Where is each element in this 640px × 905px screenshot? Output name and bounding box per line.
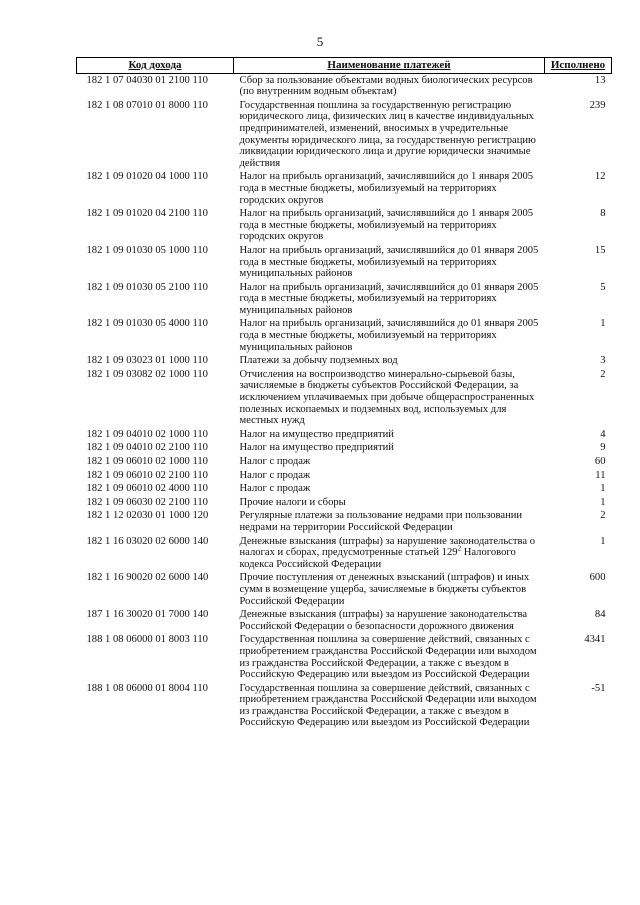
payment-name: Налог на прибыль организаций, зачислявшийся до 1 января 2005 года в местные бюджеты, мобилизуемый на территориях городских округов bbox=[239, 208, 534, 243]
revenue-code: 182 1 16 03020 02 6000 140 bbox=[86, 535, 209, 547]
revenue-code: 182 1 09 01030 05 2100 110 bbox=[86, 281, 208, 293]
header-name: Наименование платежей bbox=[234, 58, 545, 74]
table-row bbox=[77, 354, 612, 368]
article-superscript: 2 bbox=[457, 544, 462, 553]
table-row bbox=[77, 170, 612, 207]
table-row bbox=[77, 317, 612, 354]
payment-name-main: Денежные взыскания (штрафы) за нарушение законодательства о налогах и сборах, предусмотренные статьей 129 bbox=[239, 535, 536, 559]
executed-value: 11 bbox=[595, 469, 606, 481]
revenue-code: 188 1 08 06000 01 8004 110 bbox=[86, 682, 208, 694]
table-row bbox=[77, 368, 612, 428]
payment-name: Налог с продаж bbox=[239, 469, 311, 481]
revenue-code: 182 1 09 03023 01 1000 110 bbox=[86, 355, 208, 367]
executed-value: 84 bbox=[594, 609, 606, 621]
payment-name: Налог на прибыль организаций, зачислявшийся до 1 января 2005 года в местные бюджеты, мобилизуемый на территориях городских округов bbox=[239, 171, 534, 206]
table-row bbox=[77, 682, 612, 730]
executed-value: 2 bbox=[600, 368, 606, 380]
table-row bbox=[77, 633, 612, 681]
revenue-code: 188 1 08 06000 01 8003 110 bbox=[86, 634, 208, 646]
payment-name: Налог на прибыль организаций, зачислявшийся до 01 января 2005 года в местные бюджеты, мобилизуемый на территориях муниципальных районов bbox=[239, 318, 539, 353]
table-row bbox=[77, 99, 612, 171]
payment-name: Сбор за пользование объектами водных биологических ресурсов (по внутренним водным объектам) bbox=[239, 74, 533, 98]
header-code: Код дохода bbox=[77, 58, 234, 74]
table-row bbox=[77, 244, 612, 281]
table-row bbox=[77, 482, 612, 496]
table-row bbox=[77, 496, 612, 510]
executed-value: 1 bbox=[600, 483, 606, 495]
executed-value: 9 bbox=[600, 442, 606, 454]
revenue-code: 182 1 16 90020 02 6000 140 bbox=[86, 572, 209, 584]
table-row bbox=[77, 441, 612, 455]
table-row bbox=[77, 428, 612, 442]
table-row bbox=[77, 73, 612, 99]
table-row bbox=[77, 608, 612, 633]
executed-value: 1 bbox=[600, 535, 606, 547]
payment-name: Государственная пошлина за совершение действий, связанных с приобретением гражданства Российской Федерации или выходом из гражданства Российской Федерации, а также с въездом в Российскую Федерацию или выездом из Российской Федерации bbox=[239, 634, 537, 681]
revenue-table bbox=[76, 57, 612, 730]
payment-name: Отчисления на воспроизводство минерально-сырьевой базы, зачисляемые в бюджеты субъектов Российской Федерации, за исключением уплачиваемых при добыче общераспространенных полезных ископаемых и подземных вод, используемых для местных нужд bbox=[239, 368, 535, 427]
revenue-code: 182 1 09 06010 02 1000 110 bbox=[86, 456, 208, 467]
revenue-code: 182 1 09 01030 05 1000 110 bbox=[86, 244, 208, 256]
payment-name: Налог на прибыль организаций, зачислявшийся до 01 января 2005 года в местные бюджеты, мобилизуемый на территориях муниципальных районов bbox=[239, 244, 539, 280]
executed-value: 60 bbox=[594, 456, 606, 467]
table-header-row bbox=[77, 58, 612, 74]
table-row bbox=[77, 207, 612, 244]
payment-name: Государственная пошлина за совершение действий, связанных с приобретением гражданства Российской Федерации или выходом из гражданства Российской Федерации, а также с въездом в Российскую Федерацию или выездом из Российской Федерации bbox=[239, 682, 537, 729]
page-number: 5 bbox=[316, 34, 324, 49]
table-row bbox=[77, 469, 612, 483]
header-executed: Исполнено bbox=[545, 58, 612, 74]
executed-value: 5 bbox=[600, 281, 606, 293]
payment-name-tail: Налогового кодекса Российской Федерации bbox=[239, 547, 516, 570]
revenue-code: 187 1 16 30020 01 7000 140 bbox=[86, 609, 209, 621]
revenue-code: 182 1 08 07010 01 8000 110 bbox=[86, 99, 208, 111]
payment-name: Платежи за добычу подземных вод bbox=[239, 355, 398, 367]
revenue-code: 182 1 09 01020 04 2100 110 bbox=[86, 208, 208, 220]
revenue-code: 182 1 07 04030 01 2100 110 bbox=[86, 74, 208, 86]
executed-value: 1 bbox=[600, 318, 606, 330]
payment-name: Денежные взыскания (штрафы) за нарушение законодательства Российской Федерации о безопасности дорожного движения bbox=[239, 609, 528, 632]
executed-value: 600 bbox=[589, 572, 606, 584]
revenue-code: 182 1 09 06030 02 2100 110 bbox=[86, 496, 208, 508]
payment-name: Прочие поступления от денежных взысканий (штрафов) и иных сумм в возмещение ущерба, зачисляемые в бюджеты субъектов Российской Федерации bbox=[239, 572, 530, 607]
payment-name: Государственная пошлина за государственную регистрацию юридического лица, физических лиц в качестве индивидуальных предпринимателей, изменений, вносимых в учредительные документы юридического лица, за государственную регистрацию ликвидации юридического лица и другие юридически значимые действия bbox=[239, 99, 536, 169]
table-row bbox=[77, 571, 612, 608]
revenue-code: 182 1 09 06010 02 4000 110 bbox=[86, 483, 208, 495]
payment-name: Налог на прибыль организаций, зачислявшийся до 01 января 2005 года в местные бюджеты, мобилизуемый на территориях муниципальных районов bbox=[239, 281, 539, 316]
executed-value: 8 bbox=[600, 208, 606, 220]
payment-name bbox=[234, 535, 545, 572]
revenue-code: 182 1 12 02030 01 1000 120 bbox=[86, 510, 209, 522]
executed-value: 12 bbox=[594, 171, 606, 183]
executed-value: -51 bbox=[591, 682, 606, 694]
payment-name: Налог с продаж bbox=[239, 456, 311, 467]
payment-name: Налог на имущество предприятий bbox=[239, 428, 394, 440]
payment-name: Налог на имущество предприятий bbox=[239, 442, 394, 454]
revenue-code: 182 1 09 01020 04 1000 110 bbox=[86, 171, 208, 183]
revenue-code: 182 1 09 01030 05 4000 110 bbox=[86, 318, 208, 330]
revenue-code: 182 1 09 03082 02 1000 110 bbox=[86, 368, 208, 380]
executed-value: 1 bbox=[600, 496, 606, 508]
table-row bbox=[77, 455, 612, 469]
revenue-code: 182 1 09 04010 02 1000 110 bbox=[86, 428, 208, 440]
executed-value: 4341 bbox=[584, 634, 606, 646]
revenue-code: 182 1 09 06010 02 2100 110 bbox=[86, 469, 208, 481]
payment-name: Регулярные платежи за пользование недрами при пользовании недрами на территории Российской Федерации bbox=[239, 510, 523, 533]
payment-name: Прочие налоги и сборы bbox=[239, 496, 346, 508]
executed-value: 3 bbox=[600, 355, 606, 367]
table-row bbox=[77, 509, 612, 534]
executed-value: 4 bbox=[600, 428, 606, 440]
executed-value: 239 bbox=[589, 99, 606, 111]
table-row bbox=[77, 535, 612, 572]
revenue-code: 182 1 09 04010 02 2100 110 bbox=[86, 442, 208, 454]
payment-name: Налог с продаж bbox=[239, 483, 311, 495]
executed-value: 13 bbox=[594, 74, 606, 86]
table-row bbox=[77, 281, 612, 318]
executed-value: 2 bbox=[600, 510, 606, 522]
executed-value: 15 bbox=[594, 244, 606, 256]
